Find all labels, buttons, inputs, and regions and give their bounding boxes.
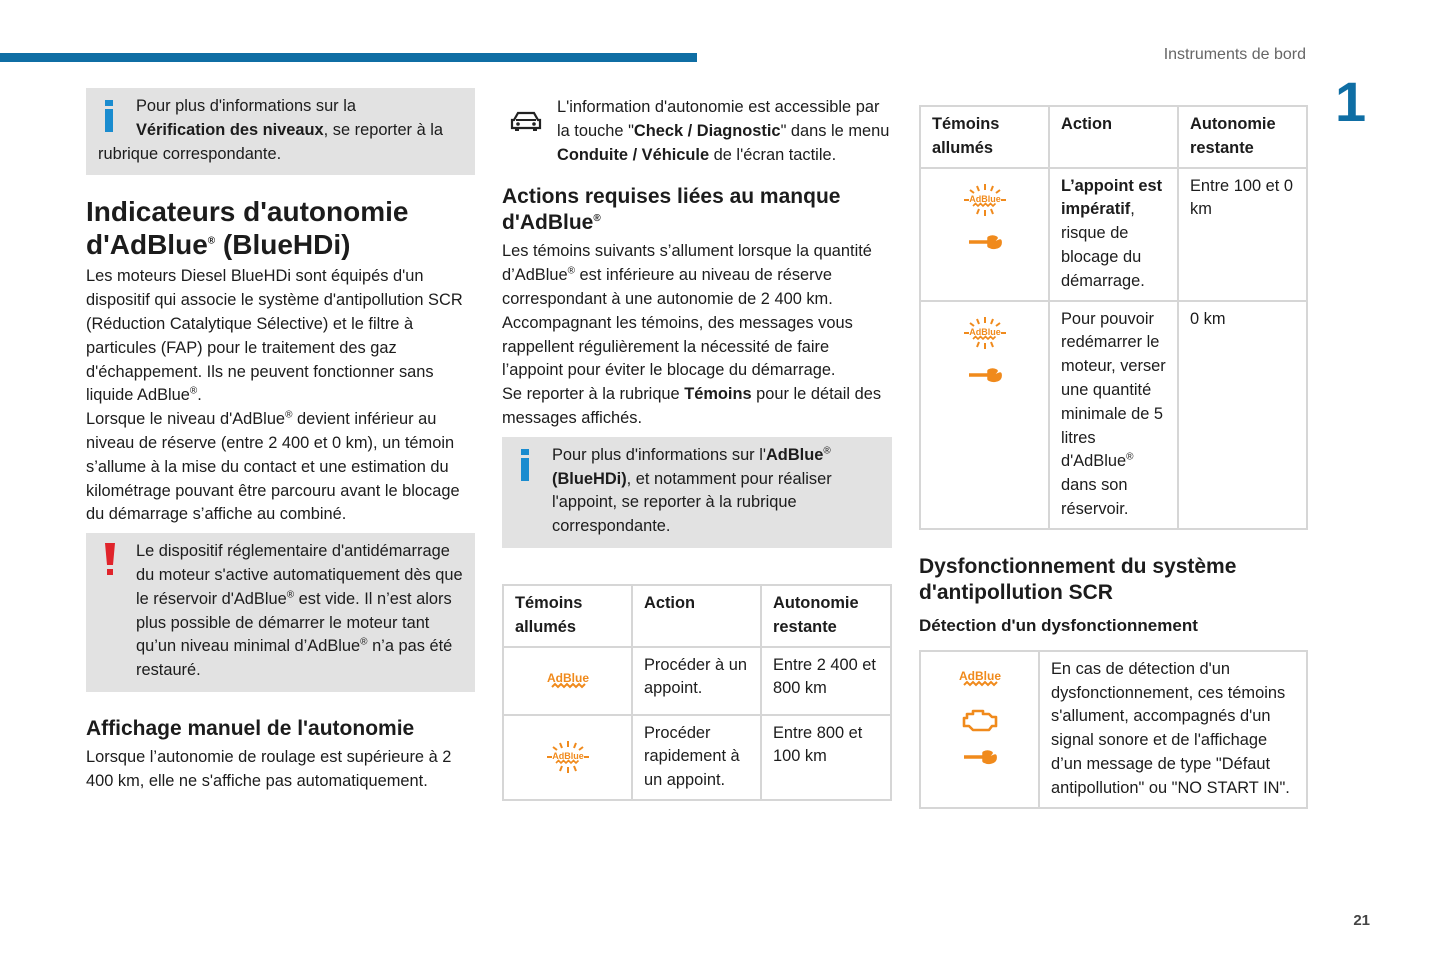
chapter-number: 1: [1335, 70, 1367, 133]
table-detection: [919, 650, 1308, 809]
car-note: L'information d'autonomie est accessible par la touche "Check / Diagnostic" dans le menu Conduite / Véhicule de l'écran tactile.: [502, 96, 892, 167]
table-row: [920, 651, 1307, 808]
link-temoins: Témoins: [684, 385, 752, 404]
table-header-row: Témoins allumés Action Autonomie restante: [920, 106, 1307, 168]
table-row: AdBlue Procéder rapidement à un appoint. Entre 800 et 100 km: [503, 715, 891, 800]
service-wrench-icon: [967, 235, 1003, 251]
service-wrench-icon: [967, 368, 1003, 384]
warning-box: [86, 533, 475, 692]
info-box-adblue: Pour plus d'informations sur l'AdBlue® (BlueHDi), et notamment pour réaliser l'appoint, se reporter à la rubrique correspondante.: [502, 437, 892, 548]
info-icon: [519, 449, 531, 489]
paragraph-messages: Accompagnant les témoins, des messages vous rappellent régulièrement la nécessité de faire l’appoint pour éviter le blocage du démarrage.: [502, 313, 853, 380]
table-row: AdBlue L’appoint est impératif, risque de blocage du démarrage. Entre 100 et 0 km: [920, 168, 1307, 301]
info-box-levels: Pour plus d'informations sur la Vérification des niveaux, se reporter à la rubrique correspondante.: [86, 88, 475, 175]
service-wrench-icon: [962, 750, 998, 766]
column-middle: [502, 96, 892, 801]
column-right: [919, 105, 1308, 809]
table-header-row: Témoins allumés Action Autonomie restante: [503, 585, 891, 647]
paragraph-level: Lorsque le niveau d'AdBlue® devient inférieur au niveau de réserve (entre 2 400 et 0 km), un témoin s’allume à la mise du contact et une estimation du kilométrage pouvant être parcouru avant le blocage du démarrage s’affiche au combiné.: [86, 409, 460, 524]
table-row: AdBlue Procéder à un appoint. Entre 2 400 et 800 km: [503, 647, 891, 715]
info-icon: [103, 100, 115, 140]
top-accent-bar: [0, 53, 697, 62]
info-text: Pour plus d'informations sur la: [136, 97, 356, 115]
section-header: Instruments de bord: [1163, 46, 1306, 63]
adblue-flashing-lamp-icon: [961, 183, 1009, 217]
svg-text:AdBlue: AdBlue: [546, 670, 589, 685]
svg-text:AdBlue: AdBlue: [551, 751, 584, 762]
svg-text:AdBlue: AdBlue: [958, 668, 1001, 683]
adblue-lamp-icon: [959, 668, 1001, 690]
engine-check-icon: [959, 706, 1001, 736]
heading-required-actions: Actions requises liées au manque d'AdBlue®: [502, 185, 841, 235]
exclamation-icon: [104, 543, 116, 585]
paragraph-lamps: Les témoins suivants s’allument lorsque la quantité d’AdBlue® est inférieure au niveau de réserve correspondant à une autonomie de 2 400 km.: [502, 242, 872, 308]
heading-manual-display: Affichage manuel de l'autonomie: [86, 716, 415, 740]
info-link-text: Vérification des niveaux: [136, 120, 324, 139]
car-icon: [510, 110, 542, 140]
paragraph-see-lamps: Se reporter à la rubrique Témoins pour le détail des messages affichés.: [502, 385, 882, 427]
table-critical-range: [919, 105, 1308, 530]
heading-detection: Détection d'un dysfonctionnement: [919, 615, 1198, 635]
paragraph-manual: Lorsque l’autonomie de roulage est supérieure à 2 400 km, elle ne s'affiche pas automatiquement.: [86, 747, 452, 790]
adblue-lamp-icon: [547, 670, 589, 692]
adblue-flashing-lamp-icon: [961, 316, 1009, 350]
table-range-actions: [502, 584, 892, 801]
heading-scr-malfunction: Dysfonctionnement du système d'antipollution SCR: [919, 554, 1237, 604]
page-title: Indicateurs d'autonomie d'AdBlue® (BlueHDi): [86, 196, 409, 261]
warning-text: Le dispositif réglementaire d'antidémarrage du moteur s'active automatiquement dès que le réservoir d'AdBlue® est vide. Il n’est alors plus possible de démarrer le moteur tant qu’un niveau minimal d’AdBlue® n’a pas été restauré.: [136, 542, 463, 680]
page-number: 21: [1353, 912, 1370, 929]
column-left: [86, 88, 475, 794]
detection-text: En cas de détection d'un dysfonctionnement, ces témoins s'allument, accompagnés d'un signal sonore et de l'affichage d’un message de type "Défaut antipollution" ou "NO START IN".: [1039, 651, 1307, 808]
svg-text:AdBlue: AdBlue: [968, 326, 1001, 337]
paragraph-intro: Les moteurs Diesel BlueHDi sont équipés d'un dispositif qui associe le système d'antipollution SCR (Réduction Catalytique Sélective) et le filtre à particules (FAP) pour le traitement des gaz d'échappement. Ils ne peuvent fonctionner sans liquide AdBlue®.: [86, 267, 463, 405]
adblue-flashing-lamp-icon: [544, 740, 592, 774]
svg-text:AdBlue: AdBlue: [968, 193, 1001, 204]
table-row: AdBlue Pour pouvoir redémarrer le moteur, verser une quantité minimale de 5 litres d'AdBlue® dans son réservoir. 0 km: [920, 301, 1307, 529]
